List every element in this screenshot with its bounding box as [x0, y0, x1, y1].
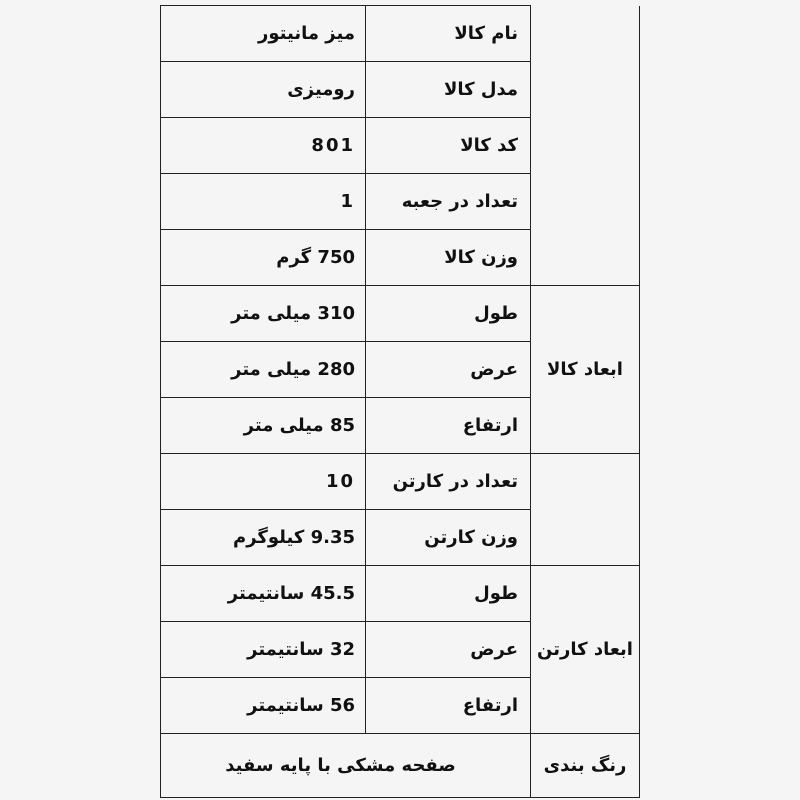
product-spec-table: [160, 5, 640, 798]
table-row: [161, 230, 640, 286]
row-label: مدل کالا: [366, 62, 531, 118]
row-value: 32 سانتیمتر: [161, 622, 366, 678]
empty-group-cell: [531, 62, 640, 118]
row-label: عرض: [366, 622, 531, 678]
table-row: [161, 62, 640, 118]
table-row: [161, 510, 640, 566]
table-row: [161, 566, 640, 622]
row-value: 280 میلی متر: [161, 342, 366, 398]
row-value: 801: [161, 118, 366, 174]
empty-group-cell: [531, 510, 640, 566]
table-row: [161, 174, 640, 230]
row-label: نام کالا: [366, 6, 531, 62]
row-label: وزن کالا: [366, 230, 531, 286]
table-row: [161, 118, 640, 174]
row-value: میز مانیتور: [161, 6, 366, 62]
product-dimensions-group-label: ابعاد کالا: [531, 286, 640, 454]
row-label: کد کالا: [366, 118, 531, 174]
empty-group-cell: [531, 230, 640, 286]
row-value: رومیزی: [161, 62, 366, 118]
table-row: [161, 454, 640, 510]
row-label: ارتفاع: [366, 678, 531, 734]
empty-group-cell: [531, 174, 640, 230]
row-label: وزن کارتن: [366, 510, 531, 566]
row-value: 310 میلی متر: [161, 286, 366, 342]
row-value: 1: [161, 174, 366, 230]
color-label: رنگ بندی: [531, 734, 640, 798]
row-value: 85 میلی متر: [161, 398, 366, 454]
row-value: 9.35 کیلوگرم: [161, 510, 366, 566]
row-value: 45.5 سانتیمتر: [161, 566, 366, 622]
row-value: 56 سانتیمتر: [161, 678, 366, 734]
table-row: [161, 286, 640, 342]
table-row: [161, 6, 640, 62]
row-label: طول: [366, 286, 531, 342]
row-label: تعداد در جعبه: [366, 174, 531, 230]
row-value: 750 گرم: [161, 230, 366, 286]
color-value: صفحه مشکی با پایه سفید: [161, 734, 531, 798]
row-label: طول: [366, 566, 531, 622]
table-row: [161, 734, 640, 798]
carton-dimensions-group-label: ابعاد کارتن: [531, 566, 640, 734]
row-label: عرض: [366, 342, 531, 398]
empty-group-cell: [531, 6, 640, 62]
row-label: ارتفاع: [366, 398, 531, 454]
empty-group-cell: [531, 454, 640, 510]
row-value: 10: [161, 454, 366, 510]
row-label: تعداد در کارتن: [366, 454, 531, 510]
empty-group-cell: [531, 118, 640, 174]
